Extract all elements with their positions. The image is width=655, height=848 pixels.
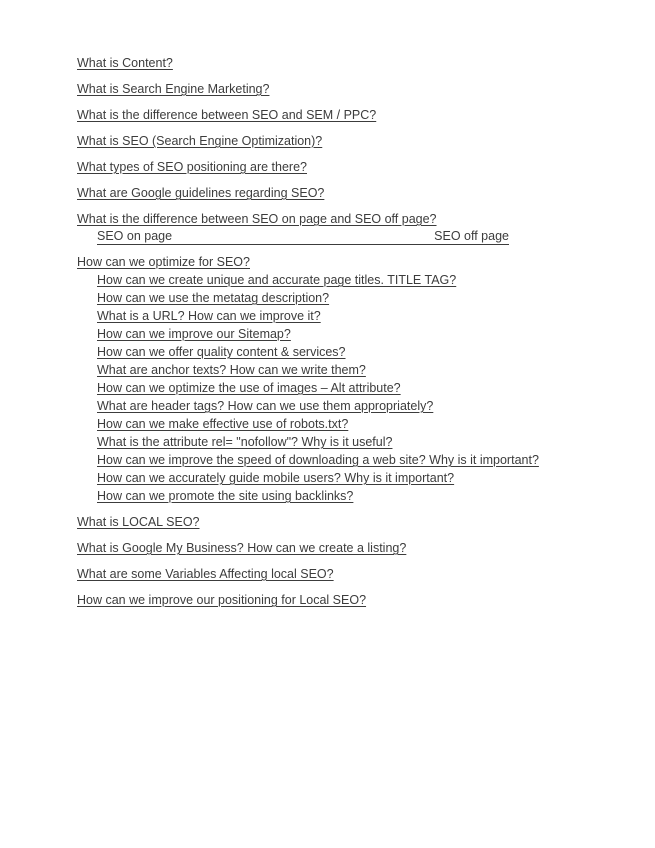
seo-off-page-link[interactable]: SEO off page — [434, 229, 509, 243]
toc-link[interactable]: How can we create unique and accurate page titles. TITLE TAG? — [97, 273, 457, 287]
toc-link[interactable]: What are header tags? How can we use them appropriately? — [97, 399, 434, 413]
toc-link[interactable]: How can we accurately guide mobile users? Why is it important? — [97, 471, 455, 485]
toc-link[interactable]: How can we use the metatag description? — [97, 291, 330, 305]
seo-on-off-page-row — [97, 228, 509, 245]
toc-link[interactable]: How can we promote the site using backlinks? — [97, 489, 354, 503]
toc-link[interactable]: How can we improve our positioning for Local SEO? — [77, 593, 367, 607]
toc-link[interactable]: What is Search Engine Marketing? — [77, 82, 270, 96]
seo-on-page-link[interactable]: SEO on page — [97, 229, 173, 243]
toc-link[interactable]: What is the difference between SEO and SEM / PPC? — [77, 108, 377, 122]
toc-link[interactable]: What is a URL? How can we improve it? — [97, 309, 321, 323]
toc-list — [77, 54, 615, 609]
toc-link[interactable]: What are anchor texts? How can we write them? — [97, 363, 366, 377]
toc-link[interactable]: What is Content? — [77, 56, 173, 70]
toc-link[interactable]: What are Google guidelines regarding SEO? — [77, 186, 325, 200]
toc-link[interactable]: What types of SEO positioning are there? — [77, 160, 307, 174]
toc-link[interactable]: How can we improve our Sitemap? — [97, 327, 291, 341]
toc-link[interactable]: How can we optimize for SEO? — [77, 255, 250, 269]
toc-link[interactable]: What is the difference between SEO on page and SEO off page? — [77, 212, 437, 226]
toc-link[interactable]: How can we improve the speed of downloading a web site? Why is it important? — [97, 453, 539, 467]
toc-link[interactable]: How can we offer quality content & services? — [97, 345, 346, 359]
toc-link[interactable]: How can we optimize the use of images – Alt attribute? — [97, 381, 401, 395]
toc-link[interactable]: What is SEO (Search Engine Optimization)? — [77, 134, 323, 148]
toc-link[interactable]: What is Google My Business? How can we create a listing? — [77, 541, 407, 555]
toc-link[interactable]: What is LOCAL SEO? — [77, 515, 200, 529]
toc-link[interactable]: What are some Variables Affecting local SEO? — [77, 567, 334, 581]
toc-link[interactable]: How can we make effective use of robots.txt? — [97, 417, 349, 431]
toc-link[interactable]: What is the attribute rel= "nofollow"? Why is it useful? — [97, 435, 393, 449]
